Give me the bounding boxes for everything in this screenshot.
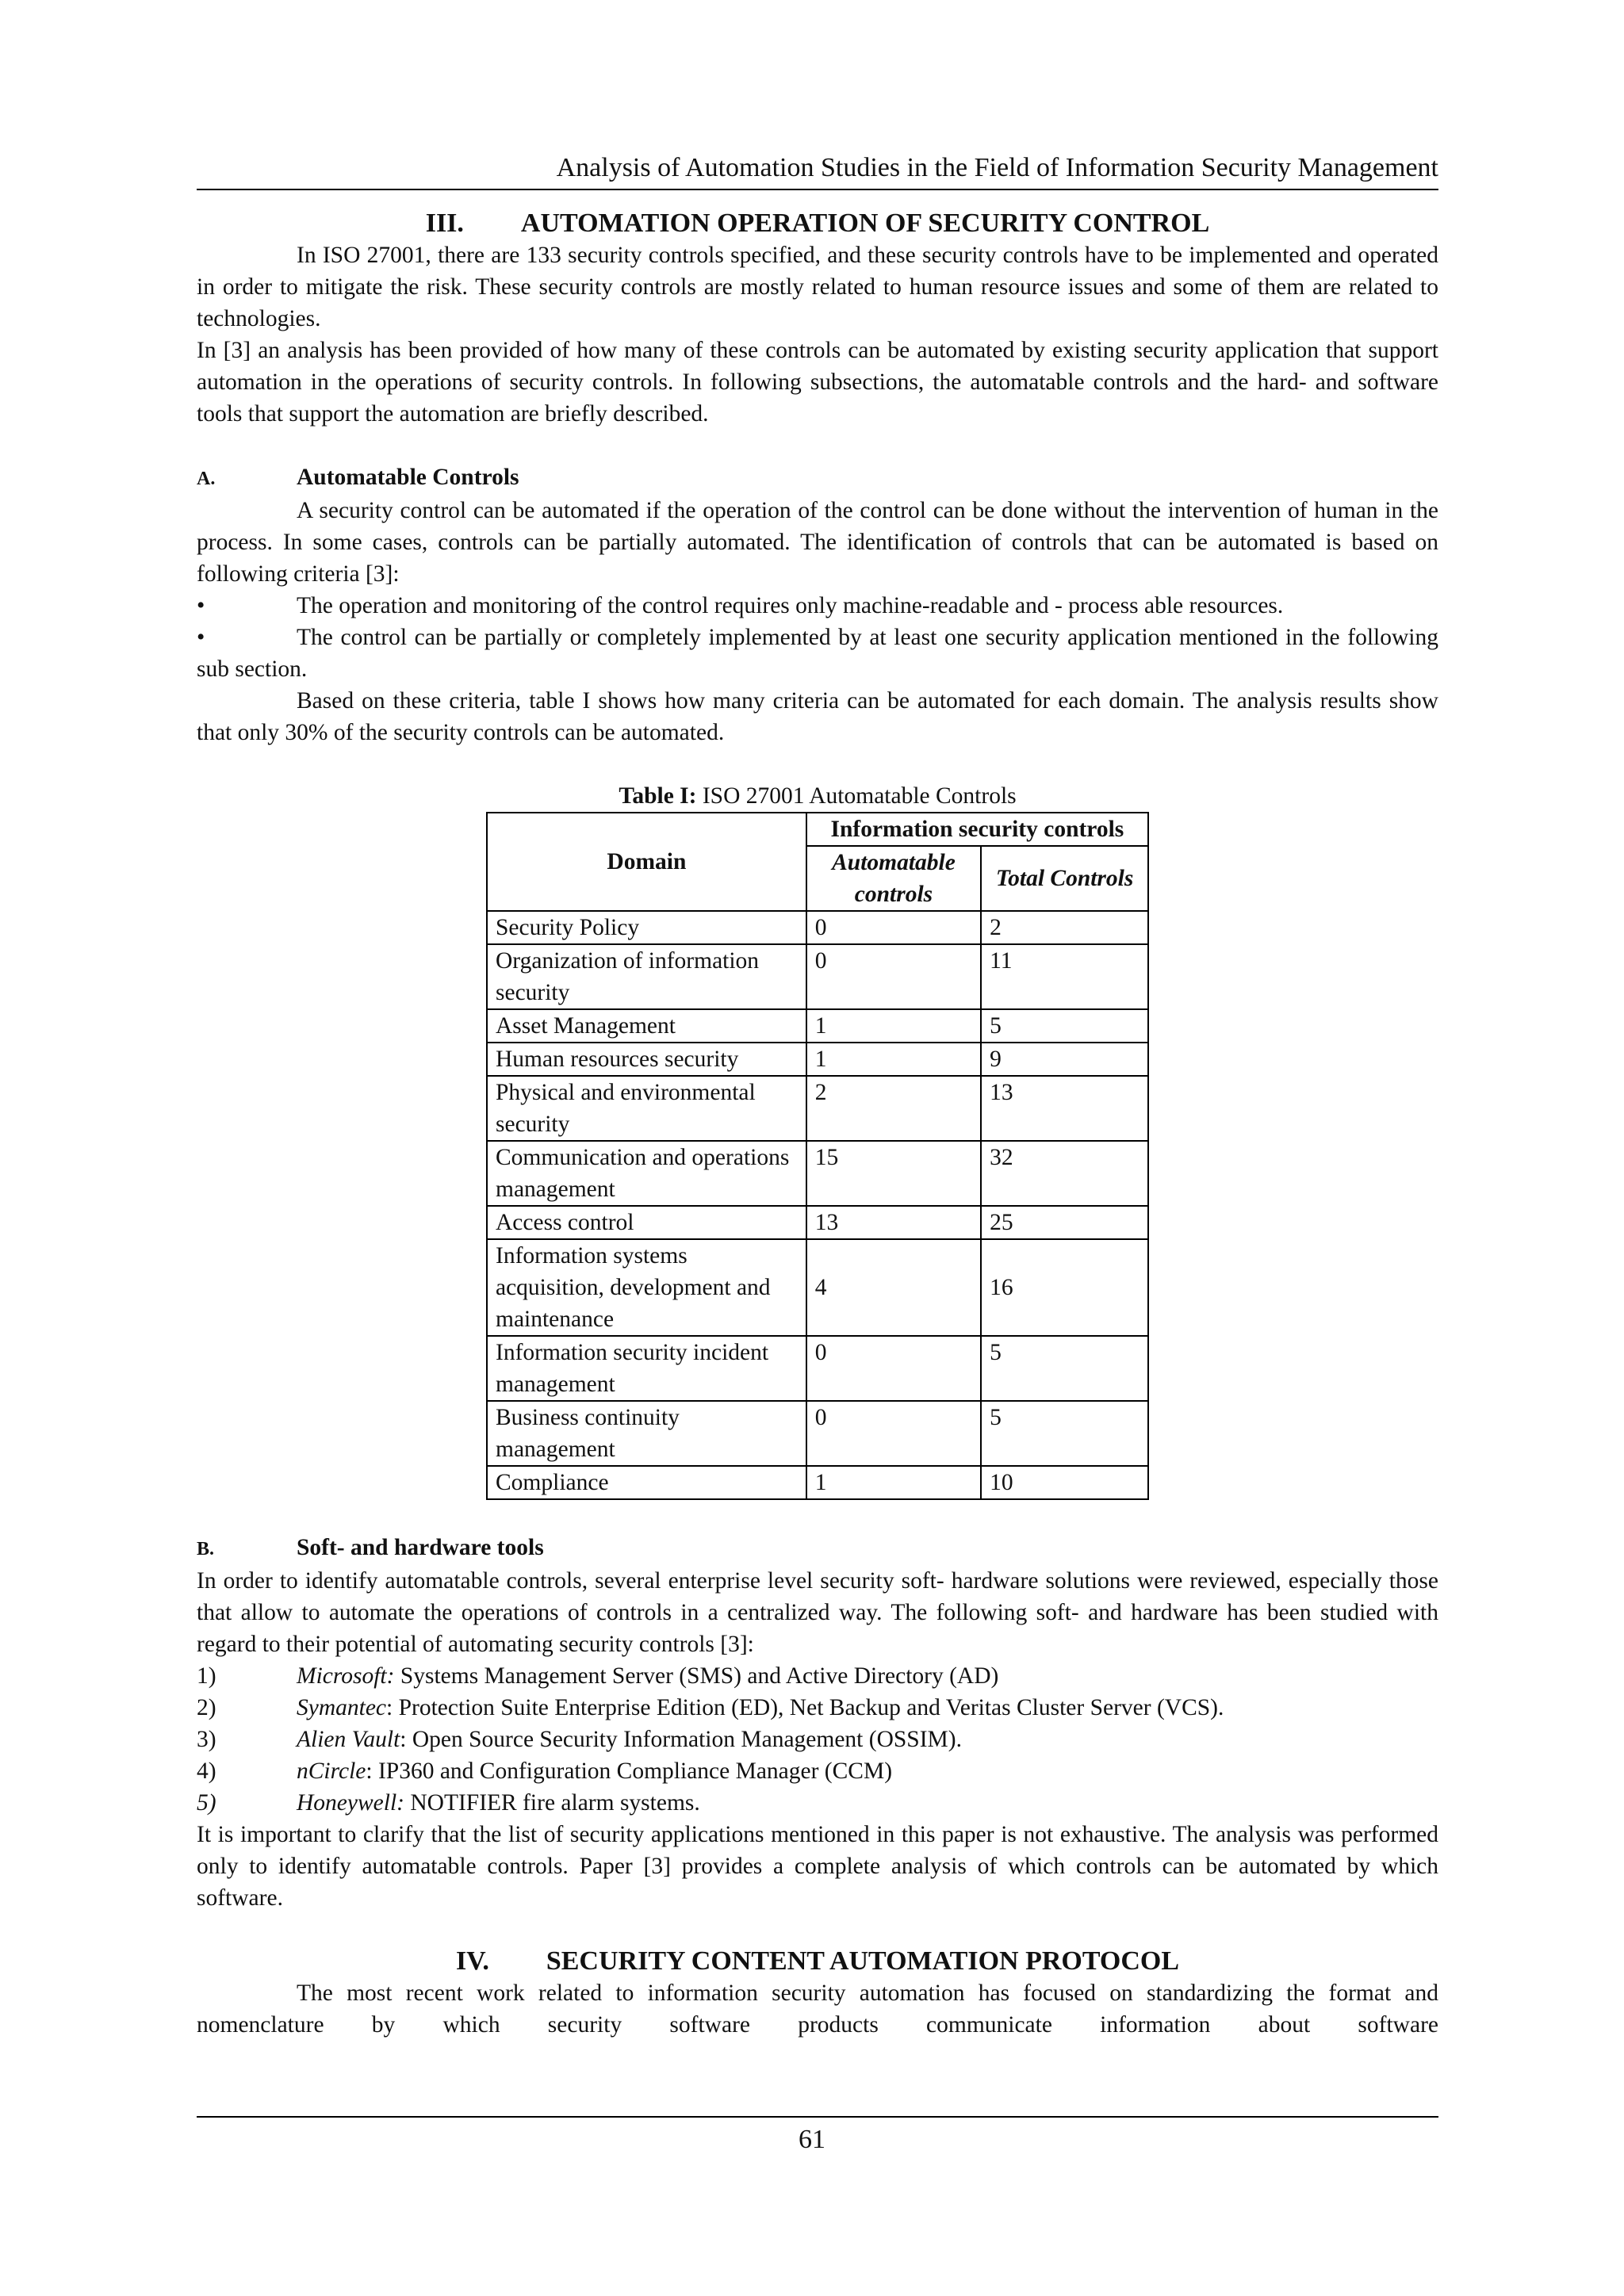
automatable-cell: 13 <box>806 1206 981 1239</box>
subsection-a-paragraph-2: Based on these criteria, table I shows how many criteria can be automated for each domain. The analysis results show that only 30% of the security controls can be automated. <box>197 688 1438 745</box>
list-item <box>197 1724 1438 1755</box>
section-3-title: AUTOMATION OPERATION OF SECURITY CONTROL <box>520 209 1210 238</box>
list-item <box>197 1692 1438 1724</box>
total-cell: 13 <box>981 1076 1148 1141</box>
automatable-controls-table <box>486 812 1149 1500</box>
page-number: 61 <box>799 2125 825 2154</box>
section-3-heading <box>197 208 1438 239</box>
list-item-text: : IP360 and Configuration Compliance Manager (CCM) <box>366 1758 893 1784</box>
total-cell: 9 <box>981 1043 1148 1076</box>
list-item-text: Systems Management Server (SMS) and Active Directory (AD) <box>394 1663 999 1689</box>
automatable-cell: 4 <box>806 1239 981 1336</box>
total-cell: 5 <box>981 1009 1148 1043</box>
domain-cell: Security Policy <box>487 911 806 944</box>
table-row <box>487 1336 1148 1401</box>
section-3-number: III. <box>425 209 464 238</box>
domain-cell: Compliance <box>487 1466 806 1499</box>
list-item <box>197 1660 1438 1692</box>
domain-cell: Communication and operations management <box>487 1141 806 1206</box>
list-item-vendor: Alien Vault <box>297 1727 400 1752</box>
table-row <box>487 1239 1148 1336</box>
section-4-number: IV. <box>455 1946 489 1976</box>
subsection-b-heading <box>197 1532 1438 1565</box>
table-row <box>487 1466 1148 1499</box>
domain-cell: Human resources security <box>487 1043 806 1076</box>
domain-cell: Business continuity management <box>487 1401 806 1466</box>
table-row <box>487 1043 1148 1076</box>
header-total-controls: Total Controls <box>981 846 1148 911</box>
page-body <box>197 151 1438 2041</box>
total-cell: 2 <box>981 911 1148 944</box>
subsection-b-paragraph-2: It is important to clarify that the list of security applications mentioned in this paper is not exhaustive. The analysis was performed only to identify automatable controls. Paper [3] provides a complete analysis of which controls can be automated by which software. <box>197 1822 1438 1911</box>
subsection-a-title: Automatable Controls <box>297 465 519 490</box>
automatable-cell: 1 <box>806 1466 981 1499</box>
footer-rule <box>197 2116 1438 2118</box>
section-3-paragraph-2: In [3] an analysis has been provided of how many of these controls can be automated by existing security application that support automation in the operations of security controls. In following subsections, the automatable controls and the hard- and software tools that support the automation are briefly described. <box>197 338 1438 427</box>
automatable-cell: 0 <box>806 1336 981 1401</box>
list-item-number: 1) <box>197 1663 216 1689</box>
subsection-a-paragraph-1: A security control can be automated if the operation of the control can be done without the intervention of human in the process. In some cases, controls can be partially automated. The identification of controls that can be automated is based on following criteria [3]: <box>197 498 1438 587</box>
domain-cell: Physical and environmental security <box>487 1076 806 1141</box>
automatable-cell: 0 <box>806 1401 981 1466</box>
list-item-number: 3) <box>197 1727 216 1752</box>
list-item-vendor: Honeywell: <box>297 1790 404 1816</box>
list-item-number: 4) <box>197 1758 216 1784</box>
section-4-heading <box>197 1946 1438 1977</box>
total-cell: 11 <box>981 944 1148 1009</box>
section-4-title: SECURITY CONTENT AUTOMATION PROTOCOL <box>546 1946 1180 1976</box>
criteria-bullet-text: The operation and monitoring of the control requires only machine-readable and - process able resources. <box>297 593 1284 618</box>
automatable-cell: 0 <box>806 911 981 944</box>
list-item <box>197 1755 1438 1787</box>
header-automatable-controls: Automatable controls <box>806 846 981 911</box>
total-cell: 5 <box>981 1336 1148 1401</box>
list-item-text: NOTIFIER fire alarm systems. <box>404 1790 700 1816</box>
automatable-cell: 0 <box>806 944 981 1009</box>
table-row <box>487 1076 1148 1141</box>
bullet-icon: • <box>197 593 205 618</box>
table-row <box>487 911 1148 944</box>
domain-cell: Asset Management <box>487 1009 806 1043</box>
header-information-security-controls: Information security controls <box>806 813 1148 846</box>
total-cell: 16 <box>981 1239 1148 1336</box>
table-row <box>487 1206 1148 1239</box>
table-row <box>487 1009 1148 1043</box>
section-4-paragraph-1: The most recent work related to information security automation has focused on standardizing the format and nomenclature by which security software products communicate information about software <box>197 1980 1438 2038</box>
criteria-bullet <box>197 590 1438 622</box>
bullet-icon: • <box>197 625 205 650</box>
table-row <box>487 1401 1148 1466</box>
automatable-cell: 2 <box>806 1076 981 1141</box>
list-item-text: : Open Source Security Information Management (OSSIM). <box>400 1727 962 1752</box>
table-caption-label: Table I: <box>619 783 697 809</box>
header-domain: Domain <box>487 813 806 911</box>
list-item-vendor: nCircle <box>297 1758 366 1784</box>
domain-cell: Organization of information security <box>487 944 806 1009</box>
criteria-bullet-text: The control can be partially or completely implemented by at least one security application mentioned in the following sub section. <box>197 625 1438 682</box>
list-item-number: 2) <box>197 1695 216 1720</box>
list-item <box>197 1787 1438 1819</box>
table-row <box>487 944 1148 1009</box>
section-3-paragraph-1: In ISO 27001, there are 133 security controls specified, and these security controls have to be implemented and operated in order to mitigate the risk. These security controls are mostly related to human resource issues and some of them are related to technologies. <box>197 243 1438 331</box>
table-caption <box>197 780 1438 812</box>
subsection-b-title: Soft- and hardware tools <box>297 1535 544 1560</box>
subsection-b-letter: B. <box>197 1539 215 1559</box>
total-cell: 32 <box>981 1141 1148 1206</box>
automatable-cell: 1 <box>806 1009 981 1043</box>
list-item-number: 5) <box>197 1790 216 1816</box>
automatable-cell: 15 <box>806 1141 981 1206</box>
total-cell: 10 <box>981 1466 1148 1499</box>
running-header: Analysis of Automation Studies in the Field of Information Security Management <box>197 151 1438 190</box>
list-item-text: : Protection Suite Enterprise Edition (ED), Net Backup and Veritas Cluster Server (VCS). <box>386 1695 1224 1720</box>
domain-cell: Information systems acquisition, development and maintenance <box>487 1239 806 1336</box>
automatable-cell: 1 <box>806 1043 981 1076</box>
domain-cell: Information security incident management <box>487 1336 806 1401</box>
total-cell: 5 <box>981 1401 1148 1466</box>
table-row <box>487 1141 1148 1206</box>
list-item-vendor: Microsoft: <box>297 1663 395 1689</box>
subsection-b-paragraph-1: In order to identify automatable controls, several enterprise level security soft- hardware solutions were reviewed, especially those that allow to automate the operations of controls in a centralized way. The following soft- and hardware has been studied with regard to their potential of automating security controls [3]: <box>197 1568 1438 1657</box>
criteria-bullet <box>197 622 1438 685</box>
subsection-a-letter: A. <box>197 469 216 489</box>
table-caption-text: ISO 27001 Automatable Controls <box>696 783 1017 809</box>
list-item-vendor: Symantec <box>297 1695 387 1720</box>
domain-cell: Access control <box>487 1206 806 1239</box>
subsection-a-heading <box>197 461 1438 495</box>
total-cell: 25 <box>981 1206 1148 1239</box>
